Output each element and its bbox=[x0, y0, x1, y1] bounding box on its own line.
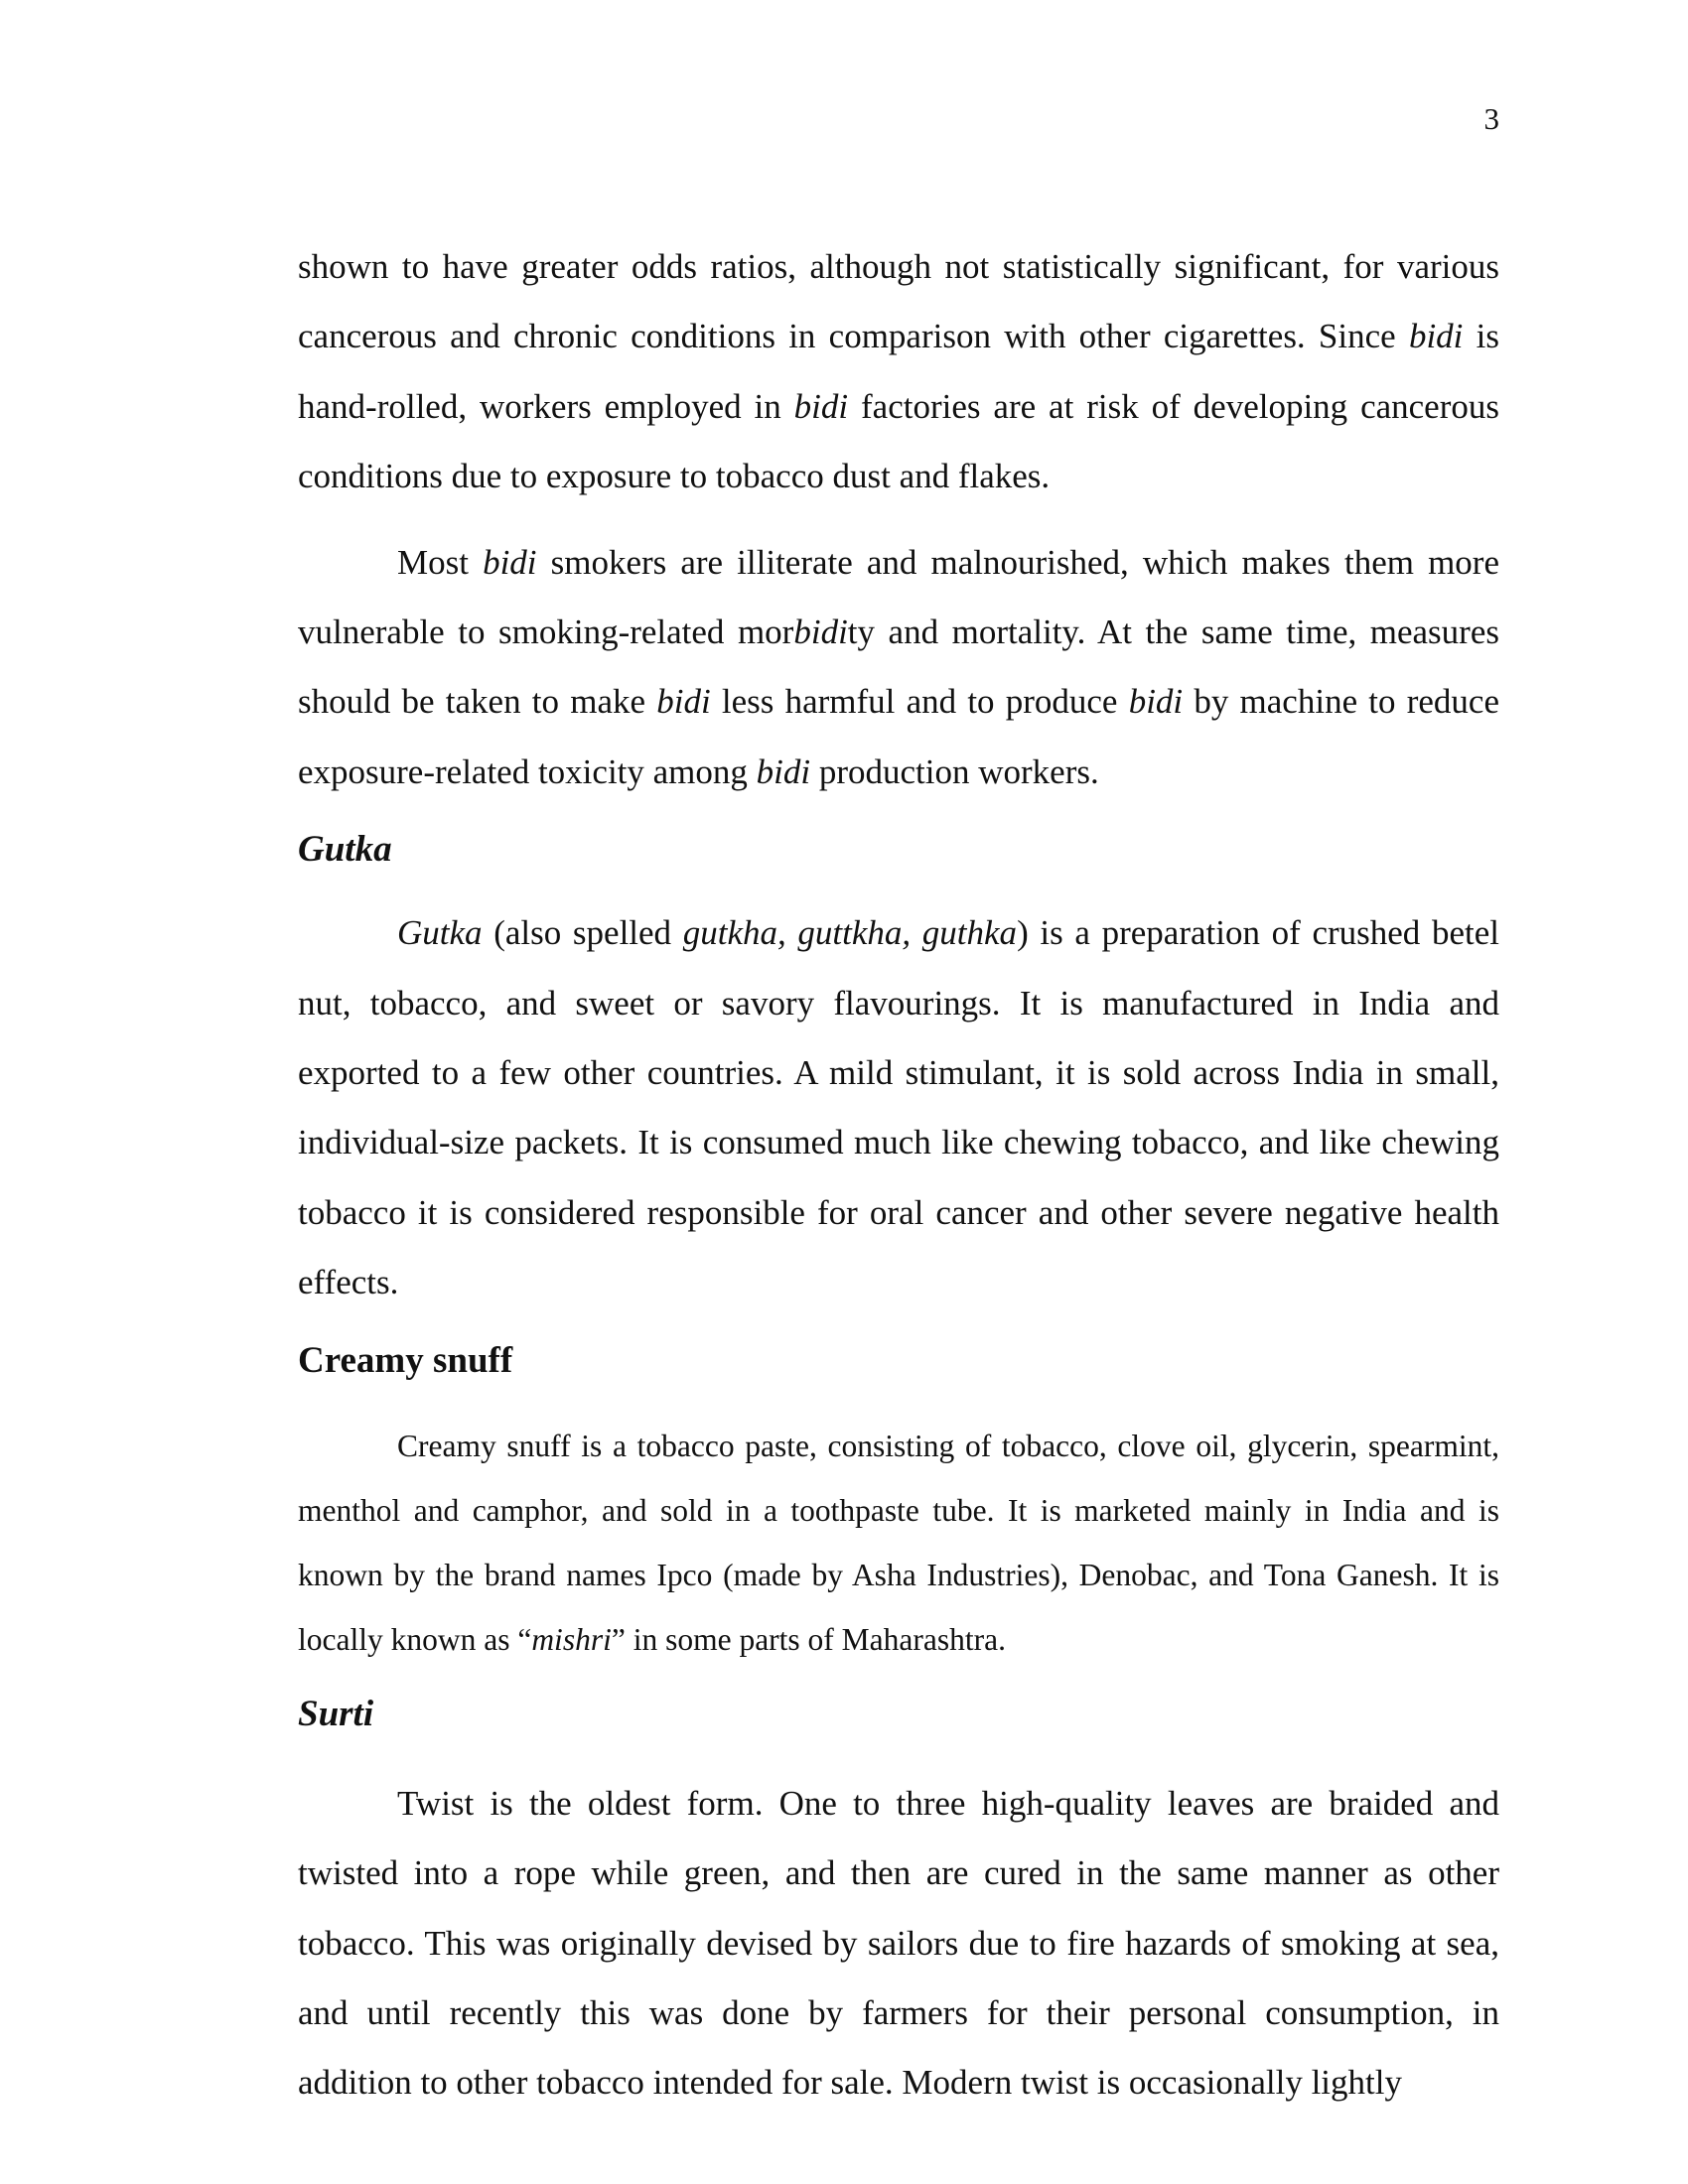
italic-text-segment: gutkha, guttkha, guthka bbox=[682, 913, 1018, 953]
page-number: 3 bbox=[1483, 101, 1499, 136]
italic-text-segment: bidi bbox=[1128, 682, 1184, 722]
italic-text-segment: bidi bbox=[793, 613, 848, 652]
text-segment: ) is a preparation of crushed betel nut, tobacco, and sweet or savory flavourings. It is manufactured in India and exported to a few other countries. A mild stimulant, it is sold across India in small, individual-size packets. It is consumed much like chewing tobacco, and like chewing tobacco it is considered responsible for oral cancer and other severe negative health effects. bbox=[298, 913, 1499, 1302]
italic-text-segment: bidi bbox=[793, 386, 849, 426]
text-segment: less harmful and to produce bbox=[710, 682, 1129, 722]
paragraph-gutka bbox=[298, 898, 1499, 1317]
text-segment: Creamy snuff is a tobacco paste, consisting of tobacco, clove oil, glycerin, spearmint, menthol and camphor, and sold in a toothpaste tube. It is marketed mainly in India and is known by the brand names Ipco (made by Asha Industries), Denobac, and Tona Ganesh. It is locally known as “ bbox=[298, 1428, 1499, 1657]
italic-text-segment: mishri bbox=[531, 1621, 612, 1657]
text-segment: by machine to reduce exposure-related toxicity among bbox=[298, 682, 1499, 791]
italic-text-segment: bidi bbox=[483, 542, 537, 582]
paragraph-creamy-snuff bbox=[298, 1414, 1499, 1672]
document-body bbox=[298, 232, 1499, 2118]
text-segment: shown to have greater odds ratios, although not statistically significant, for various cancerous and chronic conditions in comparison with other cigarettes. Since bbox=[298, 247, 1499, 356]
heading-surti: Surti bbox=[298, 1693, 374, 1734]
text-segment: ” in some parts of Maharashtra. bbox=[611, 1621, 1006, 1657]
heading-creamy-snuff: Creamy snuff bbox=[298, 1339, 513, 1381]
text-segment: is hand-rolled, workers employed in bbox=[298, 317, 1499, 426]
text-segment: Twist is the oldest form. One to three high-quality leaves are braided and twisted into a rope while green, and then are cured in the same manner as other tobacco. This was originally devised by sailors due to fire hazards of smoking at sea, and until recently this was done by farmers for their personal consumption, in addition to other tobacco intended for sale. Modern twist is occasionally lightly bbox=[298, 1783, 1499, 2103]
text-segment: (also spelled bbox=[482, 913, 683, 953]
text-segment: smokers are illiterate and malnourished, which makes them more vulnerable to smoking-related mor bbox=[298, 542, 1499, 652]
paragraph-bidi-smokers bbox=[298, 528, 1499, 808]
text-segment: factories are at risk of developing cancerous conditions due to exposure to tobacco dust and flakes. bbox=[298, 386, 1499, 496]
text-segment: Most bbox=[397, 542, 484, 582]
italic-text-segment: bidi bbox=[756, 751, 811, 791]
text-segment: production workers. bbox=[810, 751, 1099, 791]
paragraph-surti-twist bbox=[298, 1769, 1499, 2118]
text-segment: ty and mortality. At the same time, measures should be taken to make bbox=[298, 613, 1499, 722]
italic-text-segment: bidi bbox=[1408, 317, 1464, 356]
italic-text-segment: bidi bbox=[656, 682, 711, 722]
heading-gutka: Gutka bbox=[298, 829, 392, 871]
italic-text-segment: Gutka bbox=[397, 913, 483, 953]
paragraph-bidi-risk bbox=[298, 232, 1499, 512]
